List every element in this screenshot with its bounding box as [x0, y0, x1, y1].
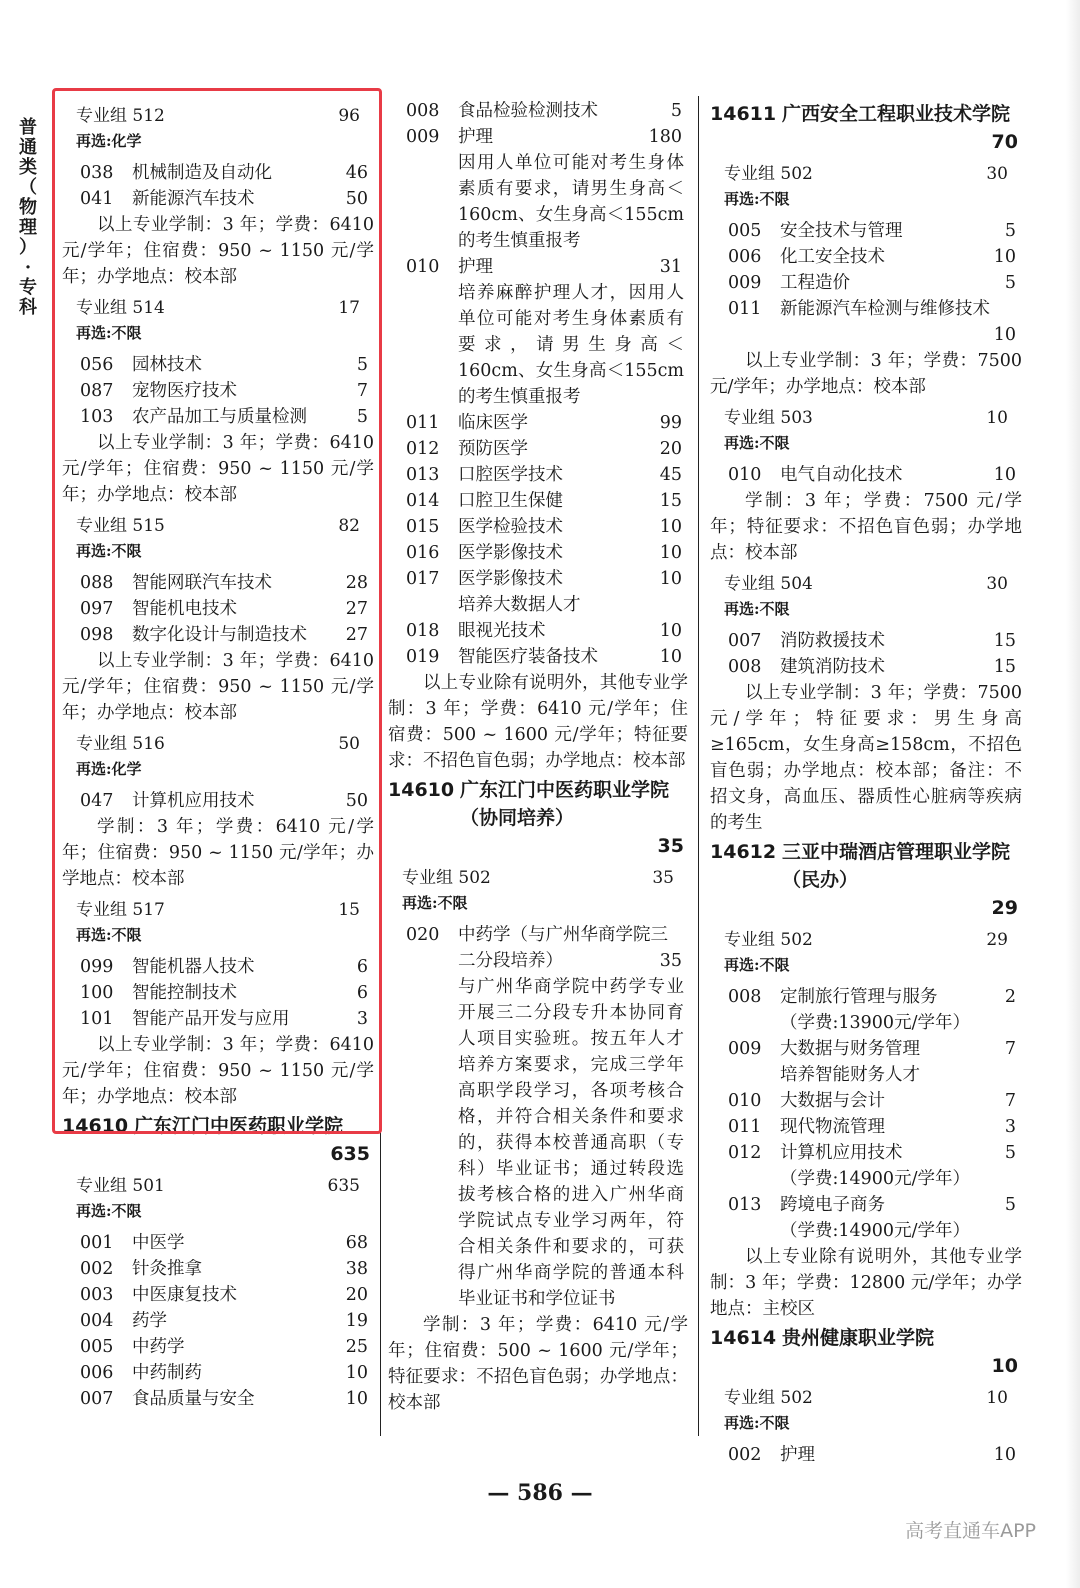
page-number: — 586 — [487, 1480, 593, 1506]
major-name: 中医康复技术 [132, 1285, 237, 1305]
table-row [62, 1282, 374, 1308]
table-row [62, 1386, 374, 1412]
plan-count: 5 [1004, 1195, 1016, 1215]
group-label: 专业组 504 [724, 574, 813, 594]
program-note: 以上专业学制：3 年；学费：6410 元/学年；住宿费：950 ~ 1150 元/学年；办学地点：校本部 [62, 1035, 374, 1107]
major-code: 006 [80, 1363, 114, 1383]
major-name: 中药学 [132, 1337, 185, 1357]
major-name: 智能机器人技术 [132, 957, 255, 977]
table-row [388, 922, 688, 948]
major-code: 087 [80, 381, 114, 401]
major-name: 跨境电子商务 [780, 1195, 885, 1215]
plan-count: 15 [993, 657, 1016, 677]
table-row [710, 270, 1022, 296]
school-code: 14610 [62, 1115, 129, 1137]
major-name: 建筑消防技术 [780, 657, 885, 677]
major-remark: （学费:14900元/学年） [780, 1221, 970, 1241]
side-label-char: 普 [19, 117, 37, 138]
major-remark: （学费:14900元/学年） [780, 1169, 970, 1189]
side-label-char: （ [19, 177, 37, 198]
major-code: 103 [80, 407, 114, 427]
school-code: 14610 [388, 779, 455, 801]
major-name: 农产品加工与质量检测 [132, 407, 307, 427]
plan-count: 27 [345, 625, 368, 645]
side-label-char: · [24, 257, 32, 278]
plan-count: 10 [659, 543, 682, 563]
program-note: 以上专业学制：3 年；学费：7500 元/学年；办学地点：校本部 [710, 351, 1022, 397]
major-code: 100 [80, 983, 114, 1003]
major-name: 眼视光技术 [458, 621, 546, 641]
plan-count: 5 [1004, 1143, 1016, 1163]
plan-count: 35 [659, 951, 682, 971]
major-remark: 培养智能财务人才 [780, 1065, 920, 1085]
group-label: 专业组 503 [724, 408, 813, 428]
reselect-requirement: 再选:不限 [724, 600, 790, 618]
table-row [710, 462, 1022, 488]
group-count: 96 [338, 106, 360, 126]
plan-count: 38 [345, 1259, 368, 1279]
watermark: 高考直通车APP [905, 1520, 1036, 1542]
major-code: 016 [406, 543, 440, 563]
major-code: 018 [406, 621, 440, 641]
table-row [710, 218, 1022, 244]
school-total: 635 [330, 1143, 370, 1165]
major-name: 智能产品开发与应用 [132, 1009, 290, 1029]
plan-count: 5 [356, 407, 368, 427]
group-label: 专业组 502 [724, 1388, 813, 1408]
group-label: 专业组 517 [76, 900, 165, 920]
plan-count: 19 [345, 1311, 368, 1331]
side-label-char: 理 [19, 217, 37, 238]
group-count: 30 [986, 164, 1008, 184]
plan-count: 20 [659, 439, 682, 459]
plan-count: 3 [356, 1009, 368, 1029]
table-row [388, 410, 688, 436]
group-header [710, 926, 1022, 954]
table-row [710, 984, 1022, 1010]
major-code: 005 [728, 221, 762, 241]
table-row [62, 1334, 374, 1360]
side-label-char: ） [19, 237, 37, 258]
table-row [62, 1360, 374, 1386]
major-name: 智能医疗装备技术 [458, 647, 598, 667]
plan-count: 68 [345, 1233, 368, 1253]
school-header [710, 1324, 1022, 1380]
major-name: 护理 [780, 1445, 815, 1465]
side-label-char: 通 [19, 137, 37, 158]
major-code: 005 [80, 1337, 114, 1357]
plan-count: 10 [659, 569, 682, 589]
table-row [710, 296, 1022, 322]
plan-count: 10 [993, 1445, 1016, 1465]
table-row [388, 124, 688, 150]
major-code: 011 [728, 299, 762, 319]
side-label-char: 专 [19, 277, 37, 298]
highlight-box [52, 88, 382, 1134]
group-header [388, 864, 688, 892]
major-name: 中药制药 [132, 1363, 202, 1383]
major-name: 预防医学 [458, 439, 528, 459]
major-name: 定制旅行管理与服务 [780, 987, 938, 1007]
major-name: 口腔卫生保健 [458, 491, 563, 511]
group-count: 635 [327, 1176, 360, 1196]
major-code: 001 [80, 1233, 114, 1253]
group-label: 专业组 502 [724, 164, 813, 184]
program-note: 以上专业学制：3 年；学费：7500 元/学年；特征要求：男生身高≥165cm，女生身高≥158cm，不招色盲色弱；办学地点：校本部；备注：不招文身，高血压、器质性心脏病等疾病的考生 [710, 683, 1022, 833]
plan-count: 99 [659, 413, 682, 433]
major-code: 002 [728, 1445, 762, 1465]
group-label: 专业组 501 [76, 1176, 165, 1196]
major-name: 宠物医疗技术 [132, 381, 237, 401]
reselect-requirement: 再选:化学 [76, 760, 142, 778]
reselect-requirement: 再选:不限 [402, 894, 468, 912]
plan-count: 10 [993, 247, 1016, 267]
table-row [388, 948, 688, 974]
table-row [710, 1088, 1022, 1114]
major-name: 化工安全技术 [780, 247, 885, 267]
table-row [710, 1140, 1022, 1166]
group-count: 10 [986, 1388, 1008, 1408]
table-row [388, 644, 688, 670]
plan-count: 10 [659, 517, 682, 537]
program-note: 以上专业除有说明外，其他专业学制：3 年；学费：12800 元/学年；办学地点：主校区 [710, 1247, 1022, 1319]
reselect-requirement: 再选:不限 [76, 1202, 142, 1220]
plan-count: 45 [659, 465, 682, 485]
major-code: 008 [728, 987, 762, 1007]
group-label: 专业组 516 [76, 734, 165, 754]
major-code: 008 [406, 101, 440, 121]
reselect-requirement: 再选:不限 [76, 542, 142, 560]
plan-count: 5 [1004, 221, 1016, 241]
plan-count: 31 [659, 257, 682, 277]
plan-count: 3 [1004, 1117, 1016, 1137]
major-code: 013 [728, 1195, 762, 1215]
major-name: 智能机电技术 [132, 599, 237, 619]
plan-count: 2 [1004, 987, 1016, 1007]
reselect-requirement: 再选:不限 [76, 926, 142, 944]
major-remark: 因用人单位可能对考生身体素质有要求，请男生身高＜160cm、女生身高＜155cm 的考生慎重报考 [458, 153, 684, 251]
side-label-char: 科 [19, 297, 37, 318]
major-code: 003 [80, 1285, 114, 1305]
table-row [710, 244, 1022, 270]
major-name: 智能网联汽车技术 [132, 573, 272, 593]
major-name: 智能控制技术 [132, 983, 237, 1003]
program-note: 学制：3 年；学费：6410 元/学年；住宿费：950 ~ 1150 元/学年；办学地点：校本部 [62, 817, 374, 889]
school-total: 35 [657, 835, 684, 857]
group-header [710, 570, 1022, 598]
program-note: 以上专业除有说明外，其他专业学制：3 年；学费：6410 元/学年；住宿费：500 ~ 1600 元/学年；特征要求：不招色盲色弱；办学地点：校本部 [388, 673, 688, 771]
major-name: 护理 [458, 127, 493, 147]
plan-count: 7 [356, 381, 368, 401]
group-count: 17 [338, 298, 360, 318]
major-name: 工程造价 [780, 273, 850, 293]
table-row [388, 540, 688, 566]
plan-count: 20 [345, 1285, 368, 1305]
major-code: 097 [80, 599, 114, 619]
table-row [710, 1442, 1022, 1468]
school-header [710, 838, 1022, 922]
side-label-char: 类 [19, 157, 37, 178]
major-name: 计算机应用技术 [780, 1143, 903, 1163]
plan-count: 46 [345, 163, 368, 183]
major-code: 015 [406, 517, 440, 537]
major-name: 药学 [132, 1311, 167, 1331]
major-code: 088 [80, 573, 114, 593]
major-name: 机械制造及自动化 [132, 163, 272, 183]
major-name: 园林技术 [132, 355, 202, 375]
program-note: 以上专业学制：3 年；学费：6410 元/学年；住宿费：950 ~ 1150 元/学年；办学地点：校本部 [62, 433, 374, 505]
school-name: 三亚中瑞酒店管理职业学院（民办） [782, 841, 1011, 891]
group-label: 专业组 502 [724, 930, 813, 950]
major-code: 011 [728, 1117, 762, 1137]
group-count: 29 [986, 930, 1008, 950]
major-code: 010 [406, 257, 440, 277]
major-code: 012 [728, 1143, 762, 1163]
group-header [710, 160, 1022, 188]
table-row [388, 618, 688, 644]
major-name: 口腔医学技术 [458, 465, 563, 485]
plan-count: 180 [648, 127, 682, 147]
table-row [62, 1308, 374, 1334]
major-code: 011 [406, 413, 440, 433]
group-count: 50 [338, 734, 360, 754]
school-total: 70 [991, 131, 1018, 153]
major-code: 009 [728, 1039, 762, 1059]
column-3 [710, 98, 1022, 1468]
plan-count: 10 [345, 1363, 368, 1383]
major-code: 006 [728, 247, 762, 267]
major-code: 010 [728, 465, 762, 485]
plan-count: 7 [1004, 1091, 1016, 1111]
table-row [62, 1256, 374, 1282]
plan-count: 50 [345, 791, 368, 811]
plan-count: 10 [345, 1389, 368, 1409]
major-name: 食品质量与安全 [132, 1389, 255, 1409]
major-code: 008 [728, 657, 762, 677]
school-code: 14612 [710, 841, 777, 863]
reselect-requirement: 再选:不限 [724, 1414, 790, 1432]
program-note: 以上专业学制：3 年；学费：6410 元/学年；住宿费：950 ~ 1150 元/学年；办学地点：校本部 [62, 651, 374, 723]
group-header [710, 1384, 1022, 1412]
group-count: 35 [652, 868, 674, 888]
group-count: 30 [986, 574, 1008, 594]
side-category-label [16, 118, 40, 318]
group-header [710, 404, 1022, 432]
school-name: 广东江门中医药职业学院 [134, 1115, 344, 1137]
table-row [710, 1192, 1022, 1218]
plan-count: 5 [670, 101, 682, 121]
major-name: 大数据与财务管理 [780, 1039, 920, 1059]
table-row [710, 654, 1022, 680]
major-code: 007 [728, 631, 762, 651]
school-name: 广东江门中医药职业学院（协同培养） [460, 779, 670, 829]
side-label-char: 物 [19, 197, 37, 218]
plan-count: 10 [659, 621, 682, 641]
major-remark: 培养麻醉护理人才，因用人单位可能对考生身体素质有要求，请男生身高＜160cm、女生身高＜155cm 的考生慎重报考 [458, 283, 684, 407]
column-2 [388, 98, 688, 1416]
major-name: 中医学 [132, 1233, 185, 1253]
school-header [710, 100, 1022, 156]
plan-count: 6 [356, 983, 368, 1003]
major-code: 047 [80, 791, 114, 811]
major-name: 现代物流管理 [780, 1117, 885, 1137]
plan-count: 28 [345, 573, 368, 593]
major-code: 009 [728, 273, 762, 293]
table-row [388, 514, 688, 540]
major-code: 041 [80, 189, 114, 209]
plan-count: 15 [993, 631, 1016, 651]
major-code: 004 [80, 1311, 114, 1331]
table-row [710, 628, 1022, 654]
major-name: 二分段培养） [458, 951, 563, 971]
major-code: 099 [80, 957, 114, 977]
table-row [388, 566, 688, 592]
major-code: 038 [80, 163, 114, 183]
plan-count: 15 [659, 491, 682, 511]
plan-count: 10 [993, 325, 1016, 345]
school-header [388, 776, 688, 860]
school-code: 14614 [710, 1327, 777, 1349]
table-row [388, 98, 688, 124]
school-name: 广西安全工程职业技术学院 [782, 103, 1011, 125]
reselect-requirement: 再选:不限 [724, 190, 790, 208]
major-code: 010 [728, 1091, 762, 1111]
table-row [710, 322, 1022, 348]
major-name: 护理 [458, 257, 493, 277]
major-remark: （学费:13900元/学年） [780, 1013, 970, 1033]
plan-count: 7 [1004, 1039, 1016, 1059]
major-code: 056 [80, 355, 114, 375]
table-row [388, 254, 688, 280]
school-total: 29 [991, 897, 1018, 919]
major-code: 019 [406, 647, 440, 667]
program-note: 学制：3 年；学费：6410 元/学年；住宿费：500 ~ 1600 元/学年；特征要求：不招色盲色弱；办学地点：校本部 [388, 1315, 688, 1413]
major-code: 002 [80, 1259, 114, 1279]
major-code: 101 [80, 1009, 114, 1029]
major-remark: 培养大数据人才 [458, 595, 581, 615]
program-note: 学制：3 年；学费：7500 元/学年；特征要求：不招色盲色弱；办学地点：校本部 [710, 491, 1022, 563]
major-code: 007 [80, 1389, 114, 1409]
school-name: 贵州健康职业学院 [782, 1327, 935, 1349]
major-name: 食品检验检测技术 [458, 101, 598, 121]
table-row [388, 488, 688, 514]
major-code: 098 [80, 625, 114, 645]
page-edge-shadow [1066, 0, 1080, 1588]
major-code: 009 [406, 127, 440, 147]
major-name: 医学检验技术 [458, 517, 563, 537]
major-code: 017 [406, 569, 440, 589]
major-name: 数字化设计与制造技术 [132, 625, 307, 645]
major-name: 新能源汽车检测与维修技术 [780, 299, 990, 319]
group-count: 10 [986, 408, 1008, 428]
reselect-requirement: 再选:不限 [724, 956, 790, 974]
plan-count: 6 [356, 957, 368, 977]
major-remark: 与广州华商学院中药学专业开展三二分段专升本协同育人项目实验班。按五年人才培养方案要求，完成三学年高职学段学习，各项考核合格，并符合相关条件和要求的，获得本校普通高职（专科）毕业证书；通过转段选拔考核合格的进入广州华商学院试点专业学习两年，符合相关条件和要求的，可获得广州华商学院的普通本科毕业证书和学位证书 [458, 977, 684, 1309]
table-row [710, 1114, 1022, 1140]
major-code: 012 [406, 439, 440, 459]
plan-count: 25 [345, 1337, 368, 1357]
group-label: 专业组 515 [76, 516, 165, 536]
group-count: 15 [338, 900, 360, 920]
major-name: 新能源汽车技术 [132, 189, 255, 209]
reselect-requirement: 再选:化学 [76, 132, 142, 150]
major-name: 消防救援技术 [780, 631, 885, 651]
major-name: 针灸推拿 [132, 1259, 202, 1279]
major-code: 013 [406, 465, 440, 485]
column-divider-2 [698, 96, 699, 1436]
reselect-requirement: 再选:不限 [76, 324, 142, 342]
group-label: 专业组 512 [76, 106, 165, 126]
group-count: 82 [338, 516, 360, 536]
school-code: 14611 [710, 103, 777, 125]
major-name: 电气自动化技术 [780, 465, 903, 485]
plan-count: 10 [993, 465, 1016, 485]
school-total: 10 [991, 1355, 1018, 1377]
group-label: 专业组 502 [402, 868, 491, 888]
major-name: 安全技术与管理 [780, 221, 903, 241]
major-name: 中药学（与广州华商学院三 [458, 925, 668, 945]
group-label: 专业组 514 [76, 298, 165, 318]
plan-count: 5 [356, 355, 368, 375]
major-name: 医学影像技术 [458, 543, 563, 563]
table-row [388, 436, 688, 462]
major-code: 014 [406, 491, 440, 511]
major-name: 临床医学 [458, 413, 528, 433]
plan-count: 50 [345, 189, 368, 209]
group-header [62, 1172, 374, 1200]
plan-count: 5 [1004, 273, 1016, 293]
major-name: 大数据与会计 [780, 1091, 885, 1111]
reselect-requirement: 再选:不限 [724, 434, 790, 452]
program-note: 以上专业学制：3 年；学费：6410 元/学年；住宿费：950 ~ 1150 元/学年；办学地点：校本部 [62, 215, 374, 287]
major-code: 020 [406, 925, 440, 945]
table-row [62, 1230, 374, 1256]
major-name: 医学影像技术 [458, 569, 563, 589]
table-row [710, 1036, 1022, 1062]
major-name: 计算机应用技术 [132, 791, 255, 811]
plan-count: 10 [659, 647, 682, 667]
plan-count: 27 [345, 599, 368, 619]
table-row [388, 462, 688, 488]
